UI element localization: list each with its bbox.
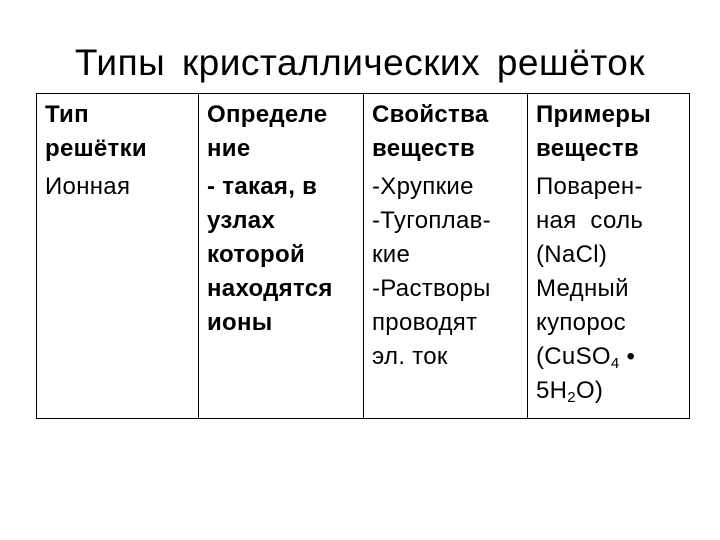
header-text: решётки	[45, 135, 147, 162]
header-properties	[364, 94, 528, 175]
cell-text: Поварен-	[536, 173, 643, 200]
header-text: веществ	[372, 135, 476, 162]
header-lattice-type	[37, 94, 199, 175]
cell-text: купорос	[536, 309, 626, 336]
cell-text: кие	[372, 241, 411, 268]
cell-lattice-type	[37, 174, 199, 419]
formula-copper-sulfate	[536, 340, 689, 374]
cell-text: Ионная	[45, 173, 131, 200]
cell-text: проводят	[372, 309, 478, 336]
formula-text: O)	[575, 377, 604, 404]
formula-subscript: 2	[567, 389, 576, 406]
header-text: веществ	[536, 135, 640, 162]
table-header-row	[37, 94, 690, 175]
cell-text: узлах	[207, 207, 276, 234]
slide-title: Типы кристаллических решёток	[74, 42, 646, 83]
cell-properties	[364, 174, 528, 419]
crystal-lattice-table	[36, 93, 690, 419]
formula-subscript: 4	[610, 355, 620, 372]
cell-text: эл. ток	[372, 343, 448, 370]
cell-examples	[528, 174, 690, 419]
cell-definition	[199, 174, 364, 419]
header-text: ние	[207, 135, 251, 162]
cell-text: ная соль	[536, 207, 644, 234]
cell-text: которой	[207, 241, 306, 268]
header-examples	[528, 94, 690, 175]
cell-text: -Хрупкие	[372, 173, 474, 200]
formula-text: (CuSO	[536, 343, 611, 370]
header-text: Свойства	[372, 101, 489, 128]
formula-text: 5H	[536, 377, 568, 404]
cell-text: -Растворы	[372, 275, 491, 302]
cell-text: ионы	[207, 309, 273, 336]
header-text: Определе	[207, 101, 328, 128]
formula-water	[536, 374, 689, 408]
cell-text: -Тугоплав-	[372, 207, 491, 234]
table-row	[37, 174, 690, 419]
cell-text: находятся	[207, 275, 333, 302]
formula-text: •	[619, 343, 636, 370]
cell-text: Медный	[536, 275, 629, 302]
header-definition	[199, 94, 364, 175]
cell-text: - такая, в	[207, 173, 318, 200]
cell-text: (NaCl)	[536, 241, 608, 268]
header-text: Примеры	[536, 101, 652, 128]
header-text: Тип	[45, 101, 89, 128]
